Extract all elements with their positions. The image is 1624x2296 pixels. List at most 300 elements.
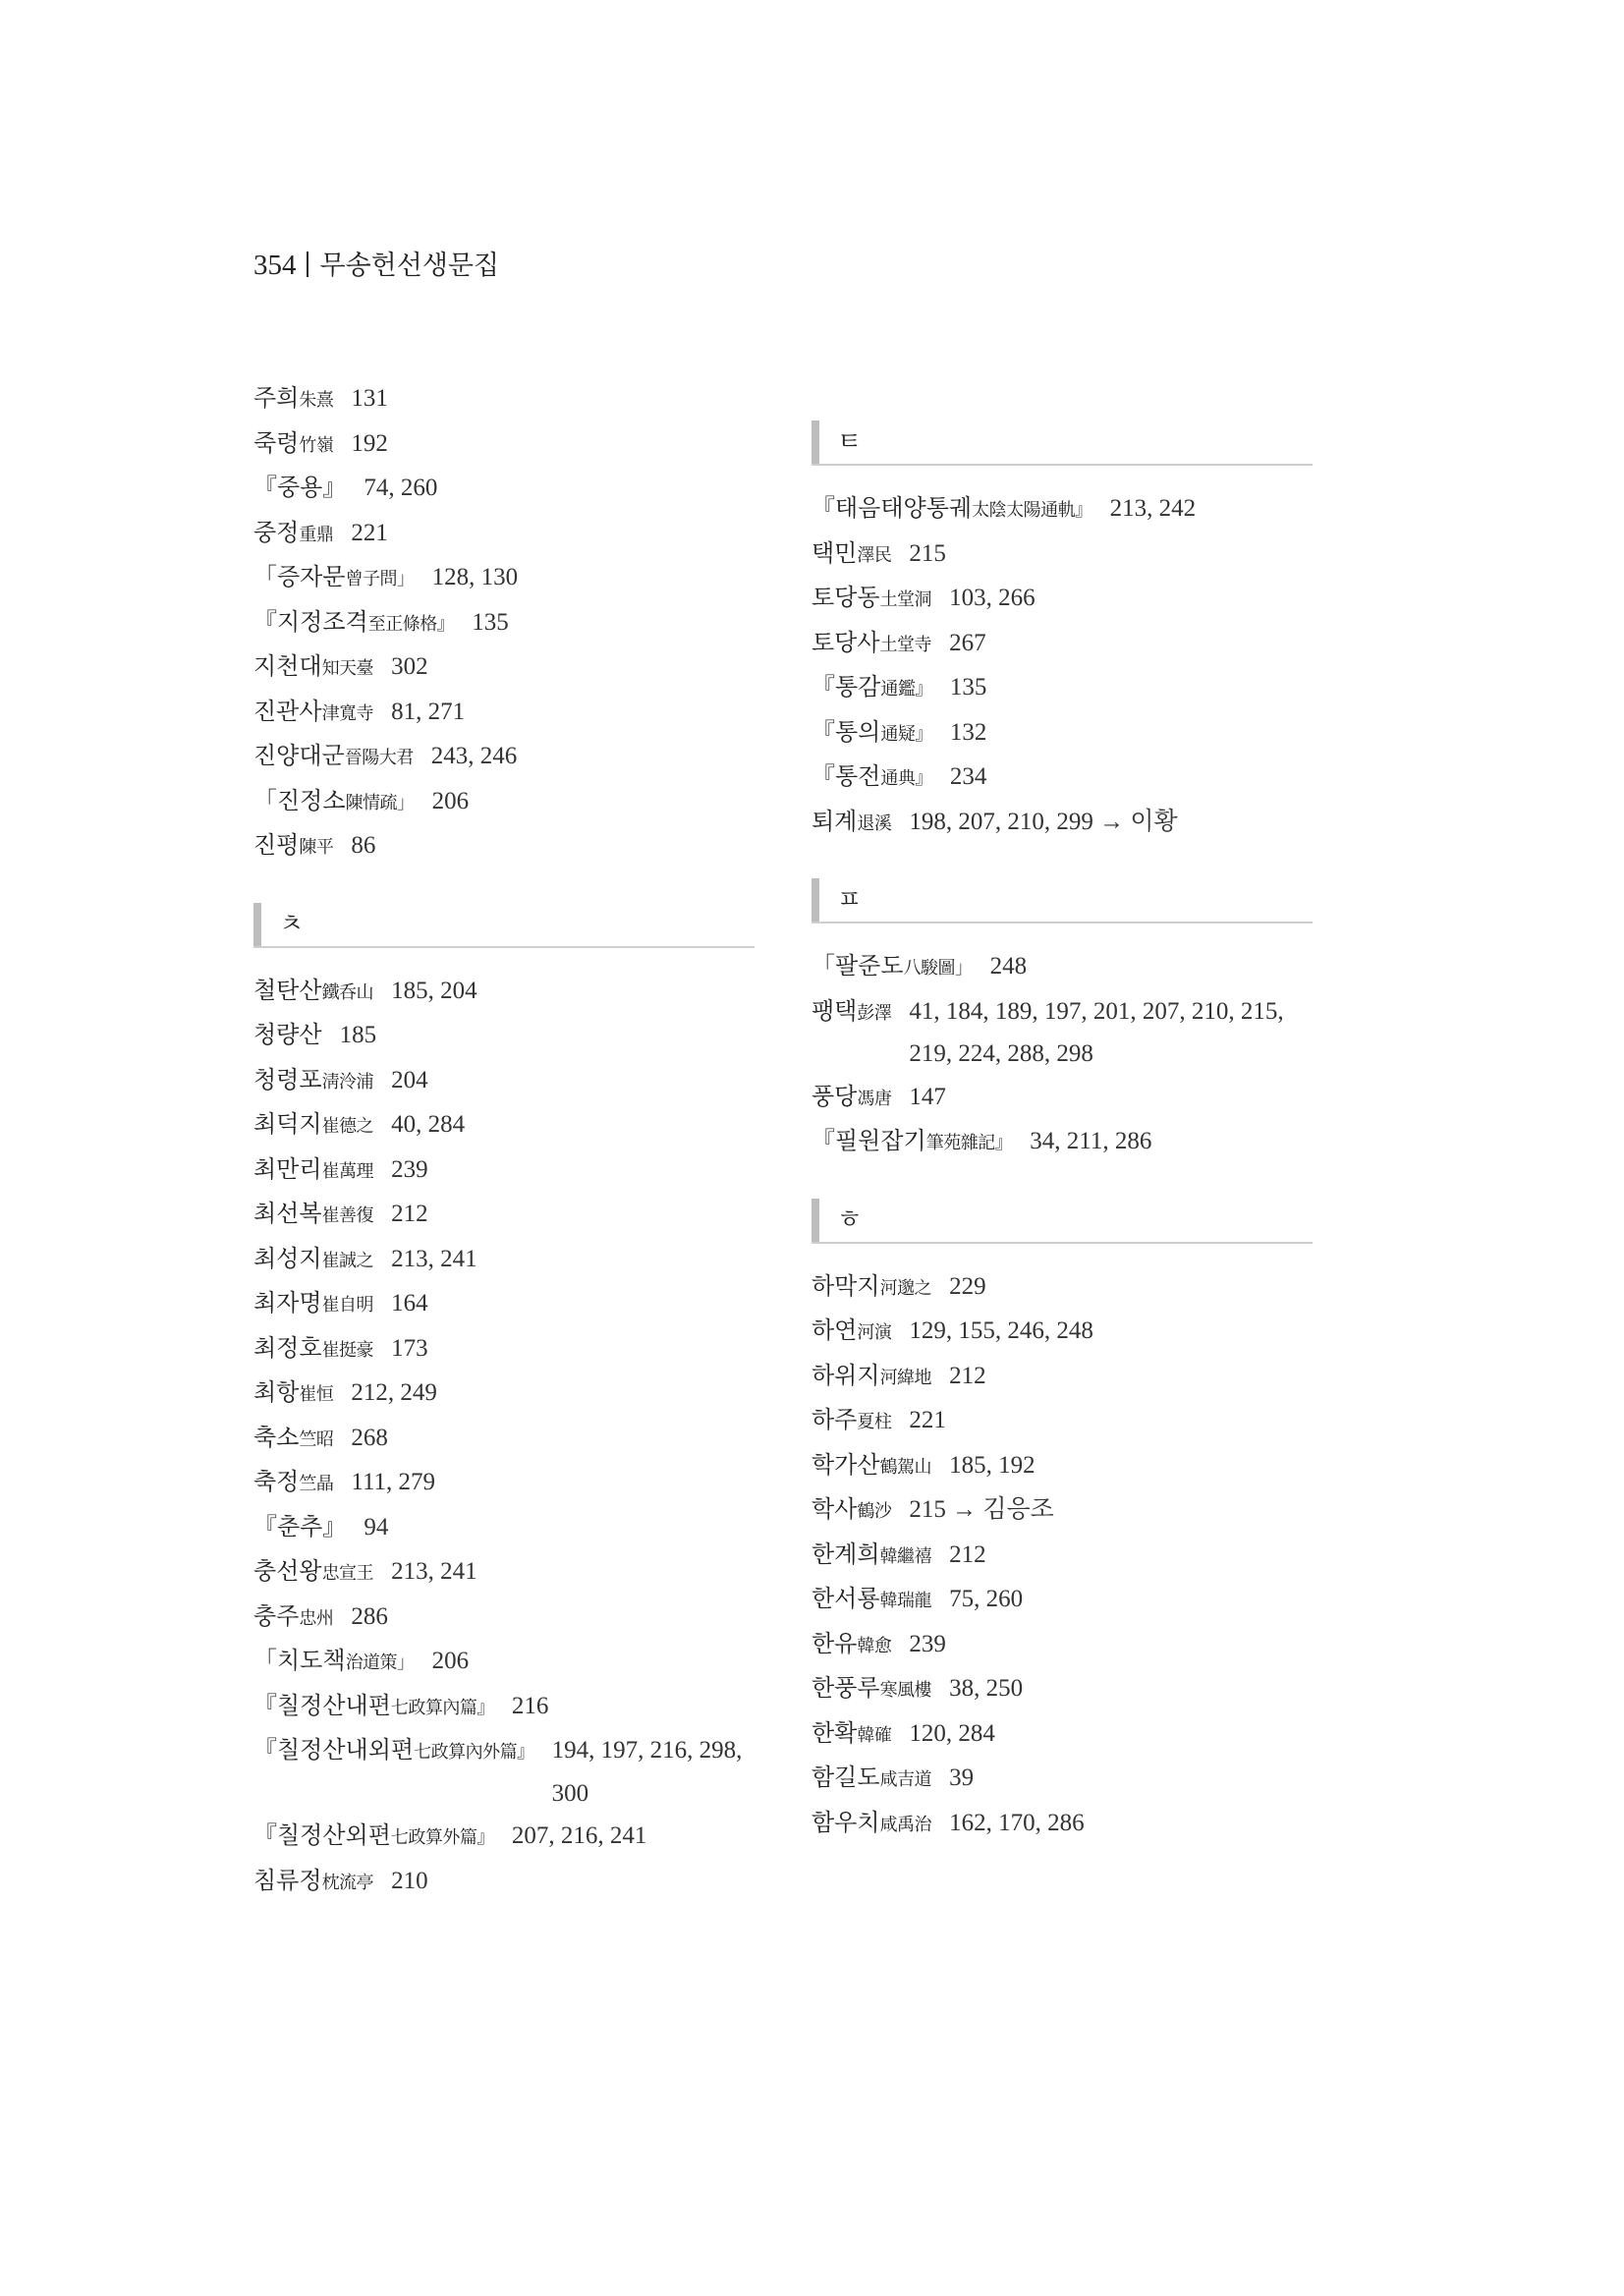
page-references: 212 — [949, 1540, 986, 1568]
term-hangul: 최선복 — [253, 1200, 322, 1227]
page-references: 131 — [351, 385, 388, 412]
term-hanja: 馮唐 — [857, 1088, 892, 1109]
term-hangul: 최항 — [253, 1378, 300, 1406]
page-references: 302 — [391, 653, 428, 680]
index-entry — [253, 1550, 755, 1596]
index-entry — [253, 1059, 755, 1104]
index-entry — [812, 1667, 1313, 1712]
term-hanja: 崔萬理 — [321, 1160, 374, 1182]
page-references: 212 — [391, 1201, 428, 1227]
term-hanja: 淸泠浦 — [321, 1071, 374, 1092]
page-references: 128, 130 — [431, 564, 519, 590]
term-hangul: 『칠정산내편 — [253, 1691, 391, 1719]
term-hangul: 최만리 — [253, 1154, 322, 1183]
term-hanja: 七政算內外篇』 — [414, 1742, 534, 1763]
index-entry — [812, 577, 1313, 622]
page-references: 213, 241 — [391, 1558, 477, 1585]
index-entry — [812, 1712, 1313, 1758]
term-hangul: 『통전 — [812, 762, 881, 790]
term-hanja: 鶴沙 — [857, 1501, 892, 1522]
term-hangul: 한유 — [812, 1629, 858, 1657]
term-hangul: 토당사 — [812, 628, 880, 656]
index-term — [253, 1282, 373, 1327]
term-hangul: 『필원잡기 — [812, 1127, 926, 1154]
index-term — [253, 1506, 346, 1551]
index-entry — [253, 1461, 755, 1506]
page-references: 206 — [431, 787, 470, 814]
term-hanja: 韓確 — [857, 1724, 892, 1746]
term-hangul: 최정호 — [253, 1333, 322, 1362]
page-references: 221 — [351, 519, 388, 546]
page-references: 215 → 김응조 — [909, 1496, 1054, 1523]
page-references: 194, 197, 216, 298, 300 — [551, 1737, 743, 1807]
term-hangul: 함길도 — [812, 1764, 880, 1791]
term-hangul: 팽택 — [812, 996, 858, 1025]
index-term — [253, 601, 454, 646]
term-hanja: 重鼎 — [299, 524, 334, 545]
index-term — [253, 735, 414, 780]
term-hangul: 토당동 — [812, 584, 880, 611]
term-hanja: 土堂寺 — [879, 634, 932, 655]
index-term — [253, 970, 373, 1015]
term-hangul: 지천대 — [253, 652, 322, 680]
index-term — [812, 532, 891, 578]
index-term — [812, 801, 891, 846]
term-hanja: 韓繼禧 — [879, 1545, 932, 1567]
index-term — [812, 1355, 931, 1400]
term-hangul: 『중용』 — [253, 474, 347, 501]
term-hangul: 축소 — [253, 1423, 300, 1451]
term-hangul: 『통감 — [812, 673, 881, 700]
index-entry — [812, 945, 1313, 990]
page-references: 74, 260 — [364, 475, 438, 501]
page-references: 229 — [949, 1272, 986, 1300]
term-hanja: 鶴駕山 — [879, 1456, 932, 1478]
index-list — [812, 945, 1313, 1165]
page-references: 164 — [391, 1290, 428, 1316]
index-term — [253, 556, 415, 601]
index-term — [253, 1860, 373, 1905]
term-hangul: 한확 — [812, 1718, 858, 1747]
index-term — [812, 1757, 931, 1802]
term-hanja: 咸禹治 — [879, 1814, 932, 1835]
term-hanja: 津寬寺 — [321, 702, 374, 724]
header-divider — [307, 252, 308, 277]
index-term — [812, 1265, 931, 1311]
index-entry — [812, 487, 1313, 532]
index-entry — [812, 1488, 1313, 1534]
term-hanja: 枕流亭 — [321, 1872, 374, 1893]
index-entry — [253, 1103, 755, 1148]
index-term — [253, 1640, 415, 1685]
index-entry — [812, 1399, 1313, 1444]
term-hangul: 한풍루 — [812, 1674, 880, 1702]
index-term — [253, 1238, 373, 1283]
page-references: 38, 250 — [949, 1675, 1024, 1702]
index-term — [812, 487, 1092, 532]
index-entry — [812, 1120, 1313, 1165]
term-hangul: 충주 — [253, 1601, 300, 1630]
term-hanja: 忠州 — [299, 1607, 334, 1629]
term-hanja: 澤民 — [857, 544, 892, 566]
term-hanja: 筆苑雜記』 — [925, 1133, 1013, 1153]
index-entry — [253, 1729, 755, 1815]
term-hangul: 『칠정산내외편 — [253, 1736, 415, 1764]
index-list-chieut — [253, 970, 755, 1905]
page-references: 147 — [909, 1083, 946, 1110]
index-term — [812, 666, 932, 711]
index-term — [253, 691, 373, 736]
index-entry — [253, 1327, 755, 1372]
term-hangul: 최자명 — [253, 1289, 322, 1316]
page-references: 212, 249 — [351, 1379, 437, 1406]
term-hanja: 曾子問」 — [345, 569, 415, 589]
term-hanja: 河緯地 — [879, 1367, 932, 1388]
index-term — [253, 1327, 373, 1372]
index-term — [253, 512, 333, 557]
term-hanja: 晉陽大君 — [344, 748, 414, 768]
index-term — [253, 1059, 373, 1104]
index-term — [253, 1815, 494, 1860]
term-hanja: 七政算內篇』 — [390, 1697, 494, 1718]
page-references: 198, 207, 210, 299 → 이황 — [909, 808, 1178, 835]
index-term — [812, 1712, 891, 1758]
term-hanja: 通疑』 — [880, 723, 932, 745]
page-references: 34, 211, 286 — [1030, 1128, 1152, 1154]
page-references: 286 — [351, 1602, 388, 1630]
page-references: 129, 155, 246, 248 — [909, 1317, 1093, 1344]
term-hangul: 「진정소 — [253, 786, 346, 814]
page-number: 354 — [253, 250, 297, 281]
index-entry — [253, 970, 755, 1015]
page-references: 135 — [949, 674, 987, 700]
index-term — [253, 645, 373, 691]
section-letter: ㅍ — [837, 885, 863, 915]
index-term — [812, 1310, 891, 1355]
index-term — [812, 1488, 891, 1534]
term-hangul: 하위지 — [812, 1361, 880, 1389]
page-references: 173 — [391, 1334, 428, 1362]
index-entry — [812, 1757, 1313, 1802]
page-references: 268 — [351, 1424, 388, 1451]
index-entry — [812, 532, 1313, 578]
index-entry — [253, 601, 755, 646]
page-references: 210 — [391, 1867, 428, 1894]
index-entry — [253, 556, 755, 601]
section-letter: ㅌ — [837, 427, 863, 457]
term-hangul: 「치도책 — [253, 1647, 346, 1674]
index-term — [253, 1417, 333, 1462]
index-term — [253, 422, 333, 468]
page-references: 75, 260 — [949, 1586, 1024, 1612]
index-entry — [812, 666, 1313, 711]
term-hanja: 竺昭 — [299, 1428, 334, 1450]
term-hangul: 학사 — [812, 1495, 858, 1523]
book-title: 무송헌선생문집 — [319, 251, 500, 281]
page-references: 40, 284 — [391, 1111, 466, 1138]
term-hangul: 침류정 — [253, 1866, 322, 1894]
page-references: 204 — [391, 1066, 428, 1093]
term-hanja: 竹嶺 — [299, 434, 334, 456]
index-term — [812, 945, 973, 990]
term-hangul: 함우치 — [812, 1808, 880, 1836]
index-term — [253, 1685, 494, 1730]
index-entry — [812, 1355, 1313, 1400]
term-hanja: 崔德之 — [321, 1116, 374, 1137]
term-hanja: 崔自明 — [321, 1295, 374, 1316]
index-term — [253, 1550, 373, 1596]
term-hanja: 彭澤 — [857, 1002, 892, 1024]
index-entry — [253, 377, 755, 422]
index-term — [253, 1596, 333, 1641]
index-entry — [253, 1815, 755, 1860]
page-references: 111, 279 — [351, 1469, 436, 1495]
term-hangul: 하주 — [812, 1406, 858, 1433]
section-marker — [812, 1199, 819, 1242]
section-header — [812, 878, 1313, 935]
index-list — [812, 1265, 1313, 1847]
index-entry — [253, 645, 755, 691]
index-term — [812, 1578, 931, 1623]
term-hanja: 至正條格』 — [367, 613, 455, 635]
index-entry — [253, 1506, 755, 1551]
page-references: 221 — [909, 1407, 946, 1433]
term-hangul: 『통의 — [812, 717, 881, 746]
index-entry — [812, 756, 1313, 801]
index-list-top-left — [253, 377, 755, 869]
term-hangul: 『태음태양통궤 — [812, 494, 973, 522]
index-entry — [812, 1578, 1313, 1623]
term-hanja: 知天臺 — [321, 658, 374, 679]
page-references: 213, 241 — [391, 1245, 477, 1272]
index-entry — [812, 1265, 1313, 1311]
term-hanja: 通鑑』 — [880, 679, 932, 700]
term-hanja: 朱熹 — [299, 390, 334, 411]
page-references: 234 — [949, 763, 987, 790]
term-hangul: 충선왕 — [253, 1557, 322, 1585]
term-hangul: 학가산 — [812, 1450, 880, 1479]
index-entry — [253, 512, 755, 557]
term-hanja: 通典』 — [880, 768, 932, 789]
term-hangul: 풍당 — [812, 1082, 858, 1110]
page-references: 216 — [511, 1692, 549, 1719]
section-letter: ㅊ — [279, 909, 305, 939]
page-references: 192 — [351, 429, 388, 457]
term-hangul: 「증자문 — [253, 563, 346, 590]
index-entry — [812, 1310, 1313, 1355]
index-entry — [253, 780, 755, 825]
page-references: 185, 204 — [391, 977, 477, 1004]
term-hanja: 八駿圖」 — [903, 958, 973, 979]
term-hanja: 崔誠之 — [321, 1250, 374, 1271]
index-term — [253, 467, 346, 512]
page-references: 248 — [989, 953, 1028, 980]
index-term — [812, 711, 932, 756]
page-references: 86 — [351, 832, 376, 859]
index-entry — [253, 1282, 755, 1327]
index-term — [253, 377, 333, 422]
page-references: 103, 266 — [949, 585, 1036, 611]
term-hangul: 한계희 — [812, 1540, 880, 1568]
index-term — [253, 1372, 333, 1417]
page-references: 212 — [949, 1362, 986, 1389]
index-entry — [812, 1802, 1313, 1847]
page-references: 206 — [431, 1648, 470, 1674]
term-hangul: 『지정조격 — [253, 607, 368, 636]
term-hangul: 청량산 — [253, 1021, 322, 1048]
term-hanja: 陳情疏」 — [345, 792, 415, 813]
index-entry — [812, 1534, 1313, 1579]
page-references: 185, 192 — [949, 1451, 1036, 1479]
index-entry — [812, 622, 1313, 667]
index-term — [812, 1444, 931, 1489]
term-hanja: 土堂洞 — [879, 589, 932, 610]
index-column-right — [812, 420, 1313, 1846]
section-marker — [812, 420, 819, 464]
term-hanja: 夏柱 — [857, 1412, 892, 1432]
index-term — [812, 990, 891, 1076]
index-entry — [253, 1238, 755, 1283]
page-references: 162, 170, 286 — [949, 1809, 1085, 1836]
index-entry — [253, 691, 755, 736]
term-hangul: 주희 — [253, 384, 300, 412]
term-hanja: 寒風樓 — [879, 1680, 932, 1701]
term-hangul: 최덕지 — [253, 1110, 322, 1138]
term-hanja: 崔挺豪 — [321, 1339, 374, 1361]
index-term — [812, 1534, 931, 1579]
term-hanja: 七政算外篇』 — [390, 1827, 494, 1848]
page-references: 81, 271 — [391, 698, 466, 725]
index-entry — [812, 990, 1313, 1076]
index-entry — [253, 1640, 755, 1685]
index-term — [812, 756, 932, 801]
term-hangul: 진평 — [253, 831, 300, 859]
term-hangul: 진관사 — [253, 697, 322, 725]
index-entry — [253, 1372, 755, 1417]
index-term — [812, 1120, 1012, 1165]
index-entry — [253, 1596, 755, 1641]
index-term — [812, 1399, 891, 1444]
index-term — [253, 1103, 373, 1148]
section-letter: ㅎ — [837, 1204, 863, 1235]
term-hanja: 崔善復 — [321, 1205, 374, 1226]
section-rule — [253, 946, 755, 948]
index-entry — [812, 1444, 1313, 1489]
term-hangul: 죽령 — [253, 428, 300, 457]
section-header-chieut — [253, 903, 755, 960]
index-entry — [253, 1417, 755, 1462]
term-hanja: 河演 — [857, 1322, 892, 1343]
page-references: 132 — [949, 718, 987, 746]
page-references: 94 — [364, 1513, 389, 1540]
page-references: 239 — [391, 1155, 428, 1183]
term-hanja: 太陰太陽通軌』 — [972, 500, 1092, 521]
page-references: 215 — [909, 539, 946, 567]
index-entry — [253, 1193, 755, 1238]
page-references: 213, 242 — [1109, 495, 1197, 522]
term-hangul: 축정 — [253, 1468, 300, 1495]
term-hanja: 退溪 — [857, 812, 892, 834]
index-entry — [812, 711, 1313, 756]
term-hangul: 『칠정산외편 — [253, 1821, 391, 1849]
index-term — [253, 780, 415, 825]
term-hanja: 竺晶 — [299, 1474, 334, 1494]
page-references: 239 — [909, 1630, 946, 1657]
index-entry — [253, 422, 755, 468]
term-hanja: 河邈之 — [879, 1277, 932, 1299]
term-hangul: 「팔준도 — [812, 952, 904, 980]
index-entry — [253, 824, 755, 869]
page-references: 39 — [949, 1764, 975, 1791]
term-hanja: 咸吉道 — [879, 1769, 932, 1790]
term-hangul: 『춘추』 — [253, 1512, 347, 1540]
section-marker — [812, 878, 819, 922]
term-hangul: 퇴계 — [812, 807, 858, 835]
section-header — [812, 420, 1313, 477]
term-hangul: 청령포 — [253, 1065, 322, 1093]
index-entry — [253, 1014, 755, 1059]
term-hangul: 철탄산 — [253, 976, 322, 1004]
index-entry — [812, 1623, 1313, 1668]
term-hanja: 韓愈 — [857, 1635, 892, 1656]
index-entry — [253, 1148, 755, 1194]
term-hanja: 忠宣王 — [321, 1563, 374, 1584]
page-references: 120, 284 — [909, 1719, 995, 1747]
term-hanja: 鐵呑山 — [321, 981, 374, 1003]
term-hanja: 崔恒 — [299, 1384, 334, 1405]
index-entry — [812, 801, 1313, 846]
index-term — [812, 622, 931, 667]
section-rule — [812, 464, 1313, 466]
index-term — [253, 1461, 333, 1506]
page-references: 243, 246 — [430, 743, 518, 769]
term-hangul: 진양대군 — [253, 742, 345, 769]
index-column-left — [253, 377, 755, 1904]
index-term — [812, 1667, 931, 1712]
term-hangul: 최성지 — [253, 1244, 322, 1272]
index-term — [253, 824, 333, 869]
term-hanja: 陳平 — [299, 837, 334, 858]
page-references: 267 — [949, 629, 986, 656]
page-references: 41, 184, 189, 197, 201, 207, 210, 215, 219, 224, 288, 298 — [909, 997, 1284, 1067]
term-hanja: 韓瑞龍 — [879, 1591, 932, 1611]
page-references: 135 — [472, 608, 509, 636]
index-entry — [253, 1860, 755, 1905]
section-header — [812, 1199, 1313, 1256]
index-term — [253, 1193, 373, 1238]
index-term — [253, 1729, 534, 1815]
term-hanja: 治道策」 — [345, 1652, 415, 1673]
running-head — [253, 248, 499, 284]
section-rule — [812, 1242, 1313, 1244]
term-hangul: 택민 — [812, 538, 858, 567]
index-term — [253, 1014, 322, 1059]
index-entry — [253, 1685, 755, 1730]
index-term — [253, 1148, 373, 1194]
index-entry — [253, 735, 755, 780]
term-hangul: 하막지 — [812, 1271, 880, 1300]
section-rule — [812, 922, 1313, 924]
term-hangul: 하연 — [812, 1316, 858, 1344]
term-hangul: 중정 — [253, 518, 300, 546]
index-term — [812, 577, 931, 622]
index-term — [812, 1076, 891, 1121]
page-references: 185 — [339, 1022, 377, 1048]
index-entry — [812, 1076, 1313, 1121]
page-references: 207, 216, 241 — [511, 1822, 647, 1849]
index-term — [812, 1623, 891, 1668]
index-list — [812, 487, 1313, 845]
